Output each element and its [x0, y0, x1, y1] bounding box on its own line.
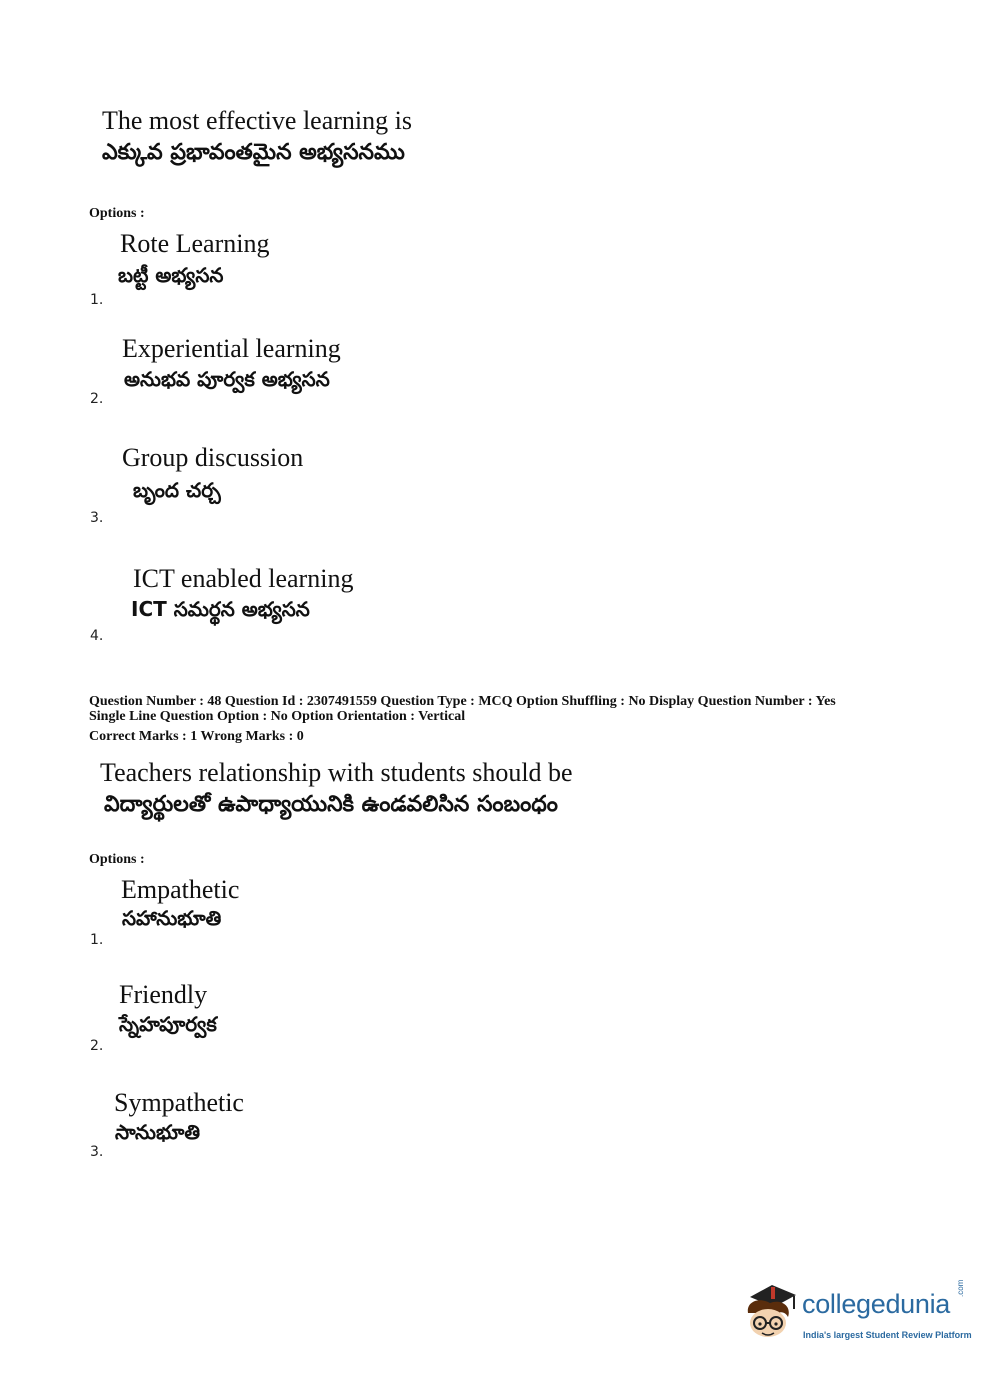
logo-tagline: India's largest Student Review Platform [803, 1330, 972, 1340]
option-text-en: Friendly [119, 980, 208, 1009]
logo-wordmark: collegedunia [802, 1289, 951, 1319]
option-number: 2. [90, 1038, 104, 1054]
option-text-te: సానుభూతి [115, 1120, 200, 1144]
options-label: Options : [89, 206, 145, 221]
option-text-en: Rote Learning [120, 229, 270, 258]
option-number: 1. [90, 932, 104, 948]
option-text-en: ICT enabled learning [133, 564, 354, 593]
question-text-te: ఎక్కువ ప్రభావంతమైన అభ్యసనము [102, 140, 405, 165]
question-text-en: Teachers relationship with students should be [100, 758, 573, 787]
question-meta: Single Line Question Option : No Option Orientation : Vertical [89, 709, 466, 724]
option-text-te: ICT సమర్థన అభ్యసన [131, 597, 310, 621]
option-number: 3. [90, 510, 104, 526]
options-label: Options : [89, 852, 145, 867]
question-text-en: The most effective learning is [102, 106, 412, 135]
option-number: 3. [90, 1144, 104, 1160]
option-text-te: స్నేహపూర్వక [119, 1012, 217, 1036]
question-meta: Question Number : 48 Question Id : 2307491559 Question Type : MCQ Option Shuffling : No Display Question Number : Yes [89, 694, 836, 709]
option-text-te: అనుభవ పూర్వక అభ్యసన [124, 367, 330, 391]
question-text-te: విద్యార్థులతో ఉపాధ్యాయునికి ఉండవలిసిన సంబంధం [104, 792, 558, 817]
question-marks: Correct Marks : 1 Wrong Marks : 0 [89, 729, 304, 744]
option-text-te: సహానుభూతి [122, 906, 222, 930]
option-text-en: Sympathetic [114, 1088, 244, 1117]
collegedunia-logo [742, 1279, 972, 1349]
option-text-en: Empathetic [121, 875, 240, 904]
option-number: 2. [90, 391, 104, 407]
option-text-te: బృంద చర్చ [133, 478, 221, 502]
option-number: 4. [90, 628, 104, 644]
option-text-en: Experiential learning [122, 334, 341, 363]
option-text-te: బట్టీ అభ్యసన [118, 263, 224, 287]
option-number: 1. [90, 292, 104, 308]
logo-suffix: .com [956, 1279, 965, 1297]
option-text-en: Group discussion [122, 443, 304, 472]
mascot-icon [742, 1283, 800, 1343]
